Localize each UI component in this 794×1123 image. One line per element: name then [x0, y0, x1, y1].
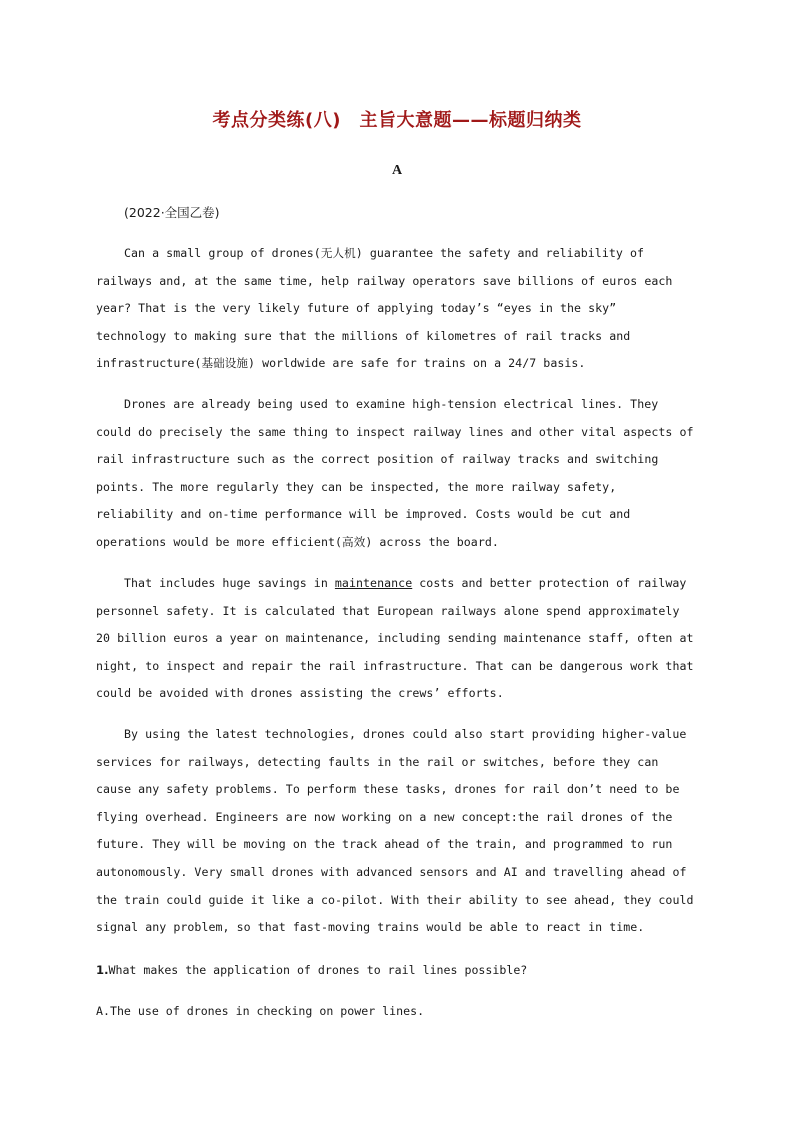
question-text: What makes the application of drones to rail lines possible? — [108, 963, 528, 977]
page-title: 考点分类练(八) 主旨大意题——标题归纳类 — [212, 110, 582, 131]
passage-source: (2022·全国乙卷) — [124, 205, 220, 220]
paragraph-line: could be avoided with drones assisting the crews’ efforts. — [96, 686, 504, 701]
paragraph-line: signal any problem, so that fast-moving trains would be able to react in time. — [96, 920, 645, 935]
question-number: 1. — [96, 963, 109, 977]
paragraph-line: Can a small group of drones(无人机) guarantee the safety and reliability of — [124, 246, 645, 260]
paragraph-line: cause any safety problems. To perform these tasks, drones for rail don’t need to be — [96, 782, 680, 797]
text-run: That includes huge savings in — [124, 576, 335, 590]
paragraph-line: 20 billion euros a year on maintenance, including sending maintenance staff, often at — [96, 631, 694, 646]
paragraph-line: the train could guide it like a co-pilot. With their ability to see ahead, they could — [96, 892, 694, 907]
paragraph-2 — [96, 391, 696, 557]
paragraph-line: personnel safety. It is calculated that European railways alone spend approximately — [96, 603, 680, 618]
paragraph-line: could do precisely the same thing to inspect railway lines and other vital aspects of — [96, 424, 694, 439]
paragraph-4 — [96, 721, 696, 942]
text-run: costs and better protection of railway — [412, 576, 687, 590]
paragraph-line: technology to making sure that the millions of kilometres of rail tracks and — [96, 328, 631, 343]
paragraph-line: rail infrastructure such as the correct position of railway tracks and switching — [96, 452, 659, 467]
paragraph-line: Drones are already being used to examine high-tension electrical lines. They — [124, 397, 659, 411]
paragraph-line: points. The more regularly they can be inspected, the more railway safety, — [96, 479, 617, 494]
paragraph-line: By using the latest technologies, drones could also start providing higher-value — [124, 727, 687, 741]
paragraph-3 — [96, 570, 696, 708]
paragraph-line: reliability and on-time performance will be improved. Costs would be cut and — [96, 507, 631, 522]
paragraph-line: year? That is the very likely future of applying today’s “eyes in the sky” — [96, 301, 617, 316]
passage-label: A — [391, 163, 403, 178]
paragraph-line: future. They will be moving on the track ahead of the train, and programmed to run — [96, 837, 673, 852]
paragraph-line: flying overhead. Engineers are now working on a new concept:the rail drones of the — [96, 809, 673, 824]
paragraph-line: services for railways, detecting faults in the rail or switches, before they can — [96, 754, 659, 769]
question-1 — [96, 958, 527, 982]
paragraph-line: operations would be more efficient(高效) across the board. — [96, 534, 499, 549]
paragraph-line: railways and, at the same time, help railway operators save billions of euros each — [96, 273, 673, 288]
paragraph-line: night, to inspect and repair the rail infrastructure. That can be dangerous work that — [96, 658, 694, 673]
underlined-word: maintenance — [334, 576, 413, 590]
paragraph-line: infrastructure(基础设施) worldwide are safe for trains on a 24/7 basis. — [96, 356, 586, 371]
paragraph-1 — [96, 240, 696, 378]
paragraph-line: autonomously. Very small drones with advanced sensors and AI and travelling ahead of — [96, 864, 687, 879]
paragraph-line — [96, 570, 696, 598]
answer-option-a[interactable]: A.The use of drones in checking on power lines. — [96, 1004, 425, 1018]
